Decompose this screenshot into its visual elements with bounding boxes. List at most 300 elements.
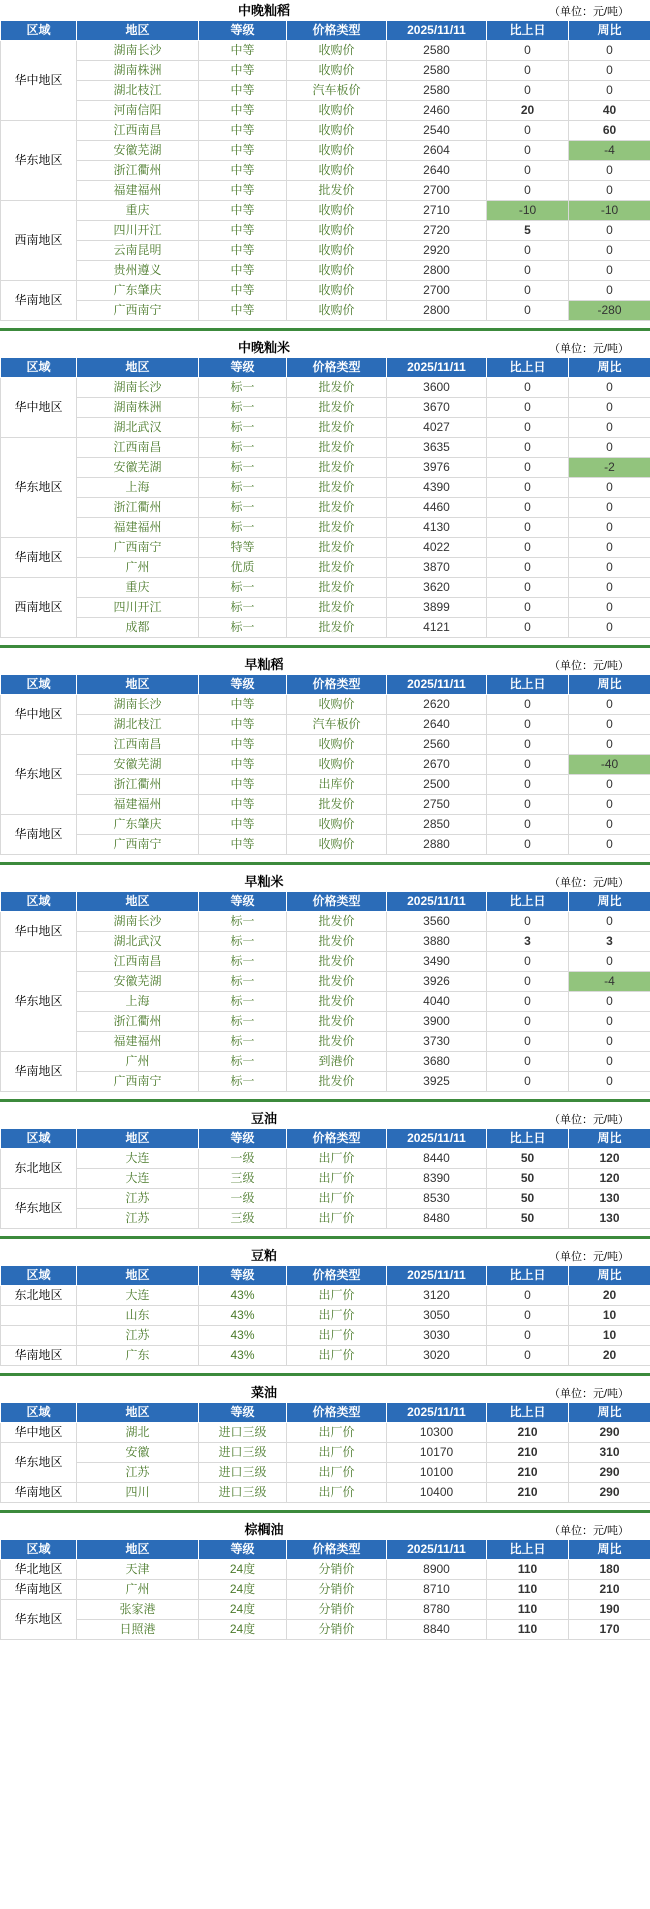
grade-cell: 43% (199, 1346, 287, 1366)
price-cell: 2580 (387, 41, 487, 61)
table-row (1, 1423, 650, 1443)
price-table (0, 1265, 650, 1366)
column-header-2: 等级 (199, 675, 287, 695)
column-header-5: 比上日 (487, 1266, 569, 1286)
price-type-cell: 批发价 (287, 912, 387, 932)
change-weekly-cell: 0 (569, 538, 650, 558)
grade-cell: 优质 (199, 558, 287, 578)
column-header-0: 区域 (1, 675, 77, 695)
column-header-1: 地区 (77, 358, 199, 378)
area-cell: 大连 (77, 1286, 199, 1306)
change-daily-cell: 3 (487, 932, 569, 952)
grade-cell: 中等 (199, 121, 287, 141)
price-type-cell: 批发价 (287, 378, 387, 398)
grade-cell: 标一 (199, 478, 287, 498)
price-cell: 8530 (387, 1189, 487, 1209)
grade-cell: 标一 (199, 1072, 287, 1092)
column-header-1: 地区 (77, 1129, 199, 1149)
price-cell: 3899 (387, 598, 487, 618)
area-cell: 福建福州 (77, 181, 199, 201)
column-header-2: 等级 (199, 358, 287, 378)
change-daily-cell: 0 (487, 378, 569, 398)
grade-cell: 标一 (199, 932, 287, 952)
price-cell: 4027 (387, 418, 487, 438)
grade-cell: 中等 (199, 815, 287, 835)
area-cell: 江西南昌 (77, 438, 199, 458)
change-daily-cell: 0 (487, 41, 569, 61)
price-cell: 3050 (387, 1306, 487, 1326)
table-row (1, 775, 650, 795)
price-cell: 2540 (387, 121, 487, 141)
change-daily-cell: 50 (487, 1189, 569, 1209)
area-cell: 安徽 (77, 1443, 199, 1463)
grade-cell: 中等 (199, 775, 287, 795)
grade-cell: 中等 (199, 201, 287, 221)
table-row (1, 378, 650, 398)
table-row (1, 972, 650, 992)
change-daily-cell: 110 (487, 1620, 569, 1640)
change-daily-cell: 0 (487, 1286, 569, 1306)
area-cell: 上海 (77, 992, 199, 1012)
price-cell: 4460 (387, 498, 487, 518)
price-type-cell: 收购价 (287, 281, 387, 301)
price-cell: 4121 (387, 618, 487, 638)
change-weekly-cell: 0 (569, 992, 650, 1012)
price-type-cell: 分销价 (287, 1560, 387, 1580)
change-daily-cell: 0 (487, 815, 569, 835)
section-title-bar (0, 1519, 650, 1539)
table-header-row (1, 1129, 650, 1149)
change-weekly-cell: 0 (569, 398, 650, 418)
change-daily-cell: 0 (487, 695, 569, 715)
price-cell: 8390 (387, 1169, 487, 1189)
change-daily-cell: 0 (487, 538, 569, 558)
table-row (1, 301, 650, 321)
area-cell: 江苏 (77, 1463, 199, 1483)
change-weekly-cell: 20 (569, 1346, 650, 1366)
price-table (0, 674, 650, 855)
column-header-6: 周比 (569, 358, 650, 378)
region-cell: 华东地区 (1, 1600, 77, 1640)
grade-cell: 标一 (199, 398, 287, 418)
table-row (1, 1286, 650, 1306)
column-header-2: 等级 (199, 21, 287, 41)
table-header-row (1, 1266, 650, 1286)
change-daily-cell: 0 (487, 992, 569, 1012)
price-cell: 3870 (387, 558, 487, 578)
region-cell: 西南地区 (1, 578, 77, 638)
table-row (1, 1052, 650, 1072)
column-header-4: 2025/11/11 (387, 675, 487, 695)
section-title: 豆粕 (250, 1248, 277, 1263)
change-daily-cell: 0 (487, 952, 569, 972)
grade-cell: 标一 (199, 518, 287, 538)
region-cell: 华南地区 (1, 281, 77, 321)
area-cell: 江苏 (77, 1326, 199, 1346)
area-cell: 湖南长沙 (77, 41, 199, 61)
price-section (0, 1519, 650, 1640)
price-type-cell: 收购价 (287, 755, 387, 775)
change-daily-cell: 0 (487, 972, 569, 992)
change-weekly-cell: 0 (569, 41, 650, 61)
table-row (1, 161, 650, 181)
area-cell: 广西南宁 (77, 301, 199, 321)
grade-cell: 中等 (199, 81, 287, 101)
table-row (1, 912, 650, 932)
price-cell: 2580 (387, 81, 487, 101)
region-cell: 华东地区 (1, 438, 77, 538)
region-cell (1, 1326, 77, 1346)
change-weekly-cell: 0 (569, 795, 650, 815)
area-cell: 湖北武汉 (77, 932, 199, 952)
change-daily-cell: 0 (487, 715, 569, 735)
change-weekly-cell: 170 (569, 1620, 650, 1640)
price-type-cell: 收购价 (287, 221, 387, 241)
change-daily-cell: 0 (487, 61, 569, 81)
section-title: 中晚籼稻 (237, 3, 290, 18)
change-daily-cell: 0 (487, 398, 569, 418)
price-type-cell: 批发价 (287, 795, 387, 815)
change-daily-cell: 0 (487, 141, 569, 161)
column-header-6: 周比 (569, 1129, 650, 1149)
grade-cell: 中等 (199, 695, 287, 715)
grade-cell: 43% (199, 1326, 287, 1346)
area-cell: 四川 (77, 1483, 199, 1503)
price-type-cell: 收购价 (287, 261, 387, 281)
table-row (1, 695, 650, 715)
table-row (1, 1072, 650, 1092)
table-row (1, 1189, 650, 1209)
column-header-6: 周比 (569, 1266, 650, 1286)
price-type-cell: 批发价 (287, 972, 387, 992)
region-cell: 华南地区 (1, 1052, 77, 1092)
grade-cell: 24度 (199, 1560, 287, 1580)
price-table (0, 1539, 650, 1640)
grade-cell: 标一 (199, 972, 287, 992)
area-cell: 湖南株洲 (77, 398, 199, 418)
grade-cell: 24度 (199, 1600, 287, 1620)
change-weekly-cell: 0 (569, 478, 650, 498)
change-daily-cell: 0 (487, 458, 569, 478)
grade-cell: 43% (199, 1286, 287, 1306)
section-title-bar (0, 654, 650, 674)
table-row (1, 538, 650, 558)
table-row (1, 261, 650, 281)
table-row (1, 1346, 650, 1366)
column-header-0: 区域 (1, 1540, 77, 1560)
change-daily-cell: 0 (487, 181, 569, 201)
table-row (1, 835, 650, 855)
table-header-row (1, 892, 650, 912)
change-weekly-cell: 0 (569, 61, 650, 81)
area-cell: 安徽芜湖 (77, 972, 199, 992)
region-cell: 华南地区 (1, 1580, 77, 1600)
change-daily-cell: 0 (487, 578, 569, 598)
table-row (1, 281, 650, 301)
table-header-row (1, 1403, 650, 1423)
price-cell: 10300 (387, 1423, 487, 1443)
area-cell: 重庆 (77, 201, 199, 221)
price-cell: 3560 (387, 912, 487, 932)
change-daily-cell: 50 (487, 1149, 569, 1169)
price-cell: 2800 (387, 301, 487, 321)
change-daily-cell: 0 (487, 518, 569, 538)
table-row (1, 618, 650, 638)
area-cell: 成都 (77, 618, 199, 638)
change-daily-cell: 0 (487, 161, 569, 181)
table-row (1, 1209, 650, 1229)
column-header-0: 区域 (1, 892, 77, 912)
column-header-5: 比上日 (487, 1403, 569, 1423)
table-row (1, 1149, 650, 1169)
grade-cell: 进口三级 (199, 1463, 287, 1483)
unit-label: （单位：元/吨） (548, 6, 630, 18)
change-weekly-cell: 190 (569, 1600, 650, 1620)
area-cell: 浙江衢州 (77, 1012, 199, 1032)
region-cell: 华南地区 (1, 1483, 77, 1503)
grade-cell: 中等 (199, 735, 287, 755)
change-weekly-cell: 0 (569, 598, 650, 618)
column-header-3: 价格类型 (287, 892, 387, 912)
price-cell: 8840 (387, 1620, 487, 1640)
change-weekly-cell: 0 (569, 578, 650, 598)
price-type-cell: 分销价 (287, 1600, 387, 1620)
change-weekly-cell: 0 (569, 618, 650, 638)
grade-cell: 标一 (199, 418, 287, 438)
area-cell: 山东 (77, 1306, 199, 1326)
price-section (0, 871, 650, 1092)
column-header-2: 等级 (199, 1403, 287, 1423)
change-weekly-cell: 290 (569, 1423, 650, 1443)
grade-cell: 标一 (199, 498, 287, 518)
area-cell: 河南信阳 (77, 101, 199, 121)
price-cell: 3600 (387, 378, 487, 398)
price-cell: 3120 (387, 1286, 487, 1306)
section-title-bar (0, 0, 650, 20)
change-weekly-cell: 0 (569, 438, 650, 458)
change-weekly-cell: 130 (569, 1209, 650, 1229)
change-daily-cell: 0 (487, 418, 569, 438)
change-weekly-cell: -280 (569, 301, 650, 321)
price-cell: 3730 (387, 1032, 487, 1052)
change-daily-cell: 0 (487, 121, 569, 141)
change-weekly-cell: 0 (569, 835, 650, 855)
change-weekly-cell: 10 (569, 1326, 650, 1346)
price-type-cell: 批发价 (287, 558, 387, 578)
region-cell: 华东地区 (1, 735, 77, 815)
price-type-cell: 批发价 (287, 538, 387, 558)
grade-cell: 43% (199, 1306, 287, 1326)
change-weekly-cell: 120 (569, 1169, 650, 1189)
table-row (1, 498, 650, 518)
table-row (1, 181, 650, 201)
region-cell: 华中地区 (1, 378, 77, 438)
price-type-cell: 收购价 (287, 161, 387, 181)
table-row (1, 241, 650, 261)
table-row (1, 141, 650, 161)
area-cell: 广州 (77, 558, 199, 578)
table-row (1, 478, 650, 498)
column-header-6: 周比 (569, 675, 650, 695)
change-daily-cell: 50 (487, 1209, 569, 1229)
grade-cell: 进口三级 (199, 1423, 287, 1443)
change-weekly-cell: 40 (569, 101, 650, 121)
price-cell: 8440 (387, 1149, 487, 1169)
area-cell: 广东肇庆 (77, 815, 199, 835)
grade-cell: 标一 (199, 458, 287, 478)
price-type-cell: 收购价 (287, 141, 387, 161)
area-cell: 江西南昌 (77, 952, 199, 972)
change-weekly-cell: 0 (569, 815, 650, 835)
grade-cell: 中等 (199, 61, 287, 81)
grade-cell: 特等 (199, 538, 287, 558)
table-row (1, 458, 650, 478)
area-cell: 湖南株洲 (77, 61, 199, 81)
grade-cell: 中等 (199, 181, 287, 201)
section-title-bar (0, 337, 650, 357)
price-type-cell: 批发价 (287, 478, 387, 498)
price-cell: 8480 (387, 1209, 487, 1229)
price-type-cell: 批发价 (287, 518, 387, 538)
grade-cell: 中等 (199, 101, 287, 121)
change-weekly-cell: 0 (569, 181, 650, 201)
area-cell: 天津 (77, 1560, 199, 1580)
area-cell: 江苏 (77, 1209, 199, 1229)
column-header-4: 2025/11/11 (387, 1540, 487, 1560)
price-cell: 10170 (387, 1443, 487, 1463)
change-daily-cell: 0 (487, 438, 569, 458)
column-header-5: 比上日 (487, 358, 569, 378)
price-table (0, 1402, 650, 1503)
price-cell: 2800 (387, 261, 487, 281)
area-cell: 云南昆明 (77, 241, 199, 261)
region-cell: 华东地区 (1, 1443, 77, 1483)
price-cell: 3900 (387, 1012, 487, 1032)
price-cell: 2670 (387, 755, 487, 775)
change-daily-cell: 0 (487, 498, 569, 518)
change-weekly-cell: 180 (569, 1560, 650, 1580)
area-cell: 日照港 (77, 1620, 199, 1640)
change-weekly-cell: 120 (569, 1149, 650, 1169)
region-cell: 华中地区 (1, 912, 77, 952)
price-cell: 4040 (387, 992, 487, 1012)
price-cell: 2640 (387, 715, 487, 735)
grade-cell: 中等 (199, 161, 287, 181)
table-row (1, 735, 650, 755)
region-cell: 华中地区 (1, 41, 77, 121)
change-weekly-cell: -4 (569, 972, 650, 992)
change-weekly-cell: -2 (569, 458, 650, 478)
table-row (1, 1483, 650, 1503)
column-header-6: 周比 (569, 1540, 650, 1560)
area-cell: 安徽芜湖 (77, 458, 199, 478)
change-daily-cell: 110 (487, 1560, 569, 1580)
change-weekly-cell: 0 (569, 912, 650, 932)
column-header-1: 地区 (77, 1266, 199, 1286)
table-row (1, 992, 650, 1012)
price-type-cell: 批发价 (287, 398, 387, 418)
price-cell: 8900 (387, 1560, 487, 1580)
area-cell: 福建福州 (77, 518, 199, 538)
table-row (1, 1580, 650, 1600)
area-cell: 江苏 (77, 1189, 199, 1209)
area-cell: 广东 (77, 1346, 199, 1366)
price-type-cell: 批发价 (287, 618, 387, 638)
change-weekly-cell: 20 (569, 1286, 650, 1306)
region-cell: 华北地区 (1, 1560, 77, 1580)
price-type-cell: 批发价 (287, 1032, 387, 1052)
price-type-cell: 出厂价 (287, 1189, 387, 1209)
price-type-cell: 出厂价 (287, 1423, 387, 1443)
column-header-1: 地区 (77, 892, 199, 912)
price-cell: 2750 (387, 795, 487, 815)
change-weekly-cell: 0 (569, 261, 650, 281)
change-weekly-cell: 0 (569, 735, 650, 755)
area-cell: 湖北枝江 (77, 81, 199, 101)
grade-cell: 24度 (199, 1620, 287, 1640)
table-row (1, 1326, 650, 1346)
price-section (0, 654, 650, 855)
change-daily-cell: 210 (487, 1443, 569, 1463)
change-weekly-cell: 130 (569, 1189, 650, 1209)
unit-label: （单位：元/吨） (548, 343, 630, 355)
price-type-cell: 出厂价 (287, 1169, 387, 1189)
change-daily-cell: 0 (487, 1306, 569, 1326)
change-daily-cell: 0 (487, 1072, 569, 1092)
table-row (1, 1620, 650, 1640)
area-cell: 安徽芜湖 (77, 141, 199, 161)
price-type-cell: 收购价 (287, 41, 387, 61)
price-type-cell: 分销价 (287, 1580, 387, 1600)
change-daily-cell: 0 (487, 1032, 569, 1052)
section-title: 早籼稻 (244, 657, 284, 672)
change-weekly-cell: 0 (569, 161, 650, 181)
area-cell: 湖南长沙 (77, 695, 199, 715)
column-header-2: 等级 (199, 1540, 287, 1560)
change-daily-cell: 0 (487, 1326, 569, 1346)
section-title: 菜油 (250, 1385, 277, 1400)
price-section (0, 1245, 650, 1366)
region-cell: 华南地区 (1, 538, 77, 578)
table-row (1, 1600, 650, 1620)
change-weekly-cell: -4 (569, 141, 650, 161)
table-row (1, 101, 650, 121)
change-weekly-cell: 0 (569, 1072, 650, 1092)
change-weekly-cell: -40 (569, 755, 650, 775)
region-cell: 华南地区 (1, 1346, 77, 1366)
change-weekly-cell: -10 (569, 201, 650, 221)
table-row (1, 418, 650, 438)
price-table (0, 891, 650, 1092)
area-cell: 贵州遵义 (77, 261, 199, 281)
price-cell: 2700 (387, 181, 487, 201)
grade-cell: 中等 (199, 795, 287, 815)
grade-cell: 中等 (199, 41, 287, 61)
grade-cell: 标一 (199, 1032, 287, 1052)
price-cell: 3030 (387, 1326, 487, 1346)
price-section (0, 1382, 650, 1503)
price-section (0, 1108, 650, 1229)
grade-cell: 中等 (199, 301, 287, 321)
grade-cell: 进口三级 (199, 1443, 287, 1463)
grade-cell: 标一 (199, 618, 287, 638)
price-table (0, 1128, 650, 1229)
unit-label: （单位：元/吨） (548, 660, 630, 672)
table-row (1, 121, 650, 141)
price-cell: 3490 (387, 952, 487, 972)
column-header-5: 比上日 (487, 892, 569, 912)
area-cell: 江西南昌 (77, 121, 199, 141)
